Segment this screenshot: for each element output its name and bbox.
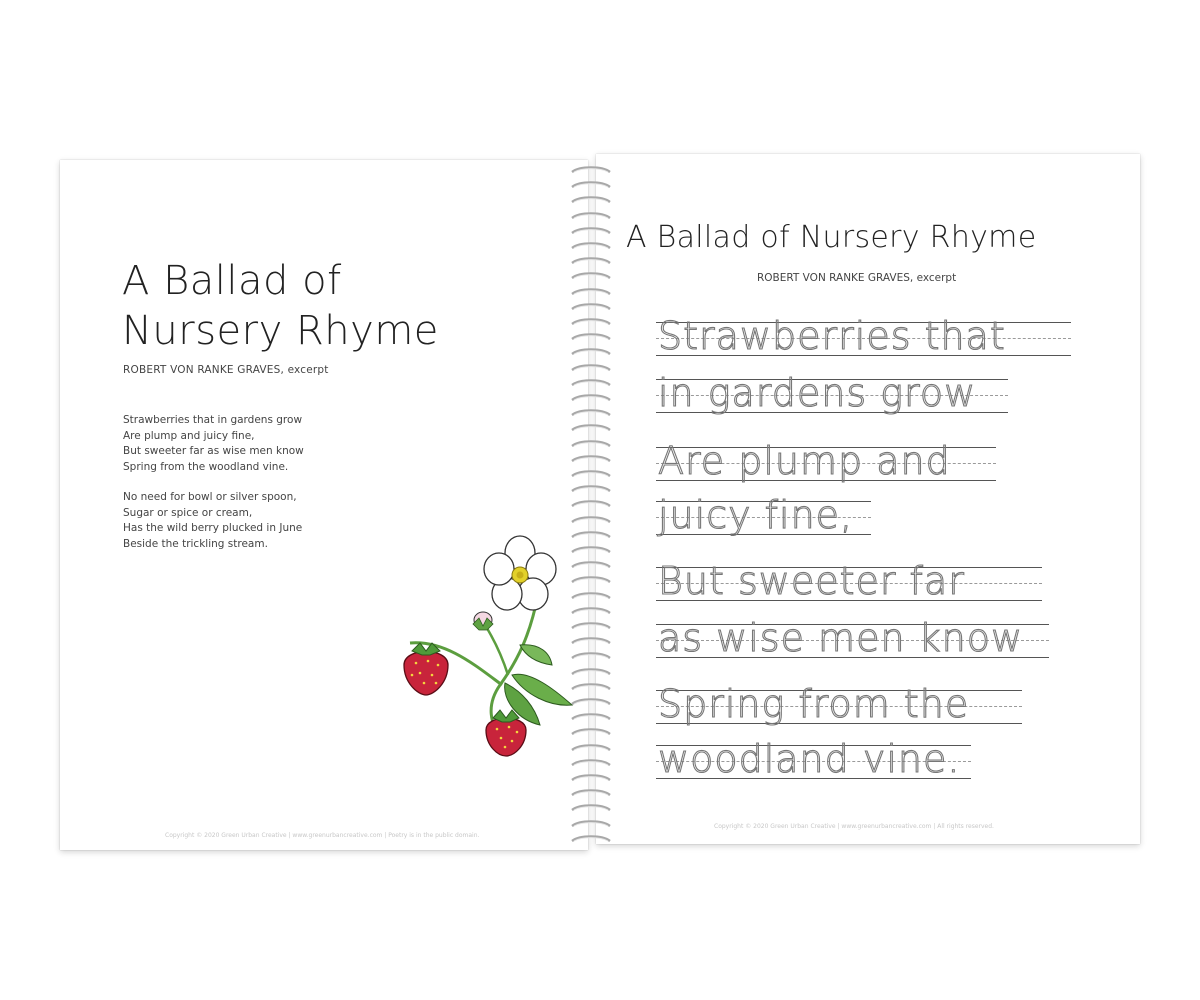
poem-line: Has the wild berry plucked in June xyxy=(123,522,303,534)
spiral-coil xyxy=(570,409,612,419)
poem-line: Spring from the woodland vine. xyxy=(123,460,289,473)
title-line-2: Nursery Rhyme xyxy=(122,308,439,354)
spiral-coil xyxy=(570,288,612,298)
spiral-coil xyxy=(570,789,612,799)
spiral-coil xyxy=(570,424,612,434)
trace-row xyxy=(656,439,996,497)
right-page-footer: Copyright © 2020 Green Urban Creative | www.greenurbancreative.com | All rights reserved. xyxy=(714,823,994,830)
stanza-1 xyxy=(123,413,304,475)
right-page-title: A Ballad of Nursery Rhyme xyxy=(626,220,1037,255)
spiral-coil xyxy=(570,181,612,191)
trace-row xyxy=(656,371,1008,429)
spiral-coil xyxy=(570,455,612,465)
spiral-coil xyxy=(570,379,612,389)
right-page-author: ROBERT VON RANKE GRAVES, excerpt xyxy=(757,272,957,284)
trace-text: as wise men know xyxy=(658,616,1024,660)
poem-text xyxy=(123,413,304,567)
spiral-coil xyxy=(570,318,612,328)
spiral-coil xyxy=(570,303,612,313)
spiral-coil xyxy=(570,212,612,222)
spiral-coil xyxy=(570,820,612,830)
trace-row xyxy=(656,493,871,551)
trace-text: Spring from the xyxy=(658,682,970,726)
trace-row xyxy=(656,314,1071,372)
trace-text: in gardens grow xyxy=(658,371,977,415)
trace-text: Are plump and xyxy=(658,439,951,483)
spiral-coil xyxy=(570,272,612,282)
trace-row xyxy=(656,559,1042,617)
poem-line: But sweeter far as wise men know xyxy=(123,445,304,457)
spiral-coil xyxy=(570,500,612,510)
spiral-coil xyxy=(570,485,612,495)
poem-line: No need for bowl or silver spoon, xyxy=(123,491,297,503)
trace-row xyxy=(656,616,1049,674)
trace-text: But sweeter far xyxy=(658,559,965,603)
title-line-1: A Ballad of xyxy=(122,258,342,304)
left-page-footer: Copyright © 2020 Green Urban Creative | www.greenurbancreative.com | Poetry is in the public domain. xyxy=(165,832,480,839)
spiral-coil xyxy=(570,804,612,814)
stanza-2 xyxy=(123,490,304,552)
spiral-coil xyxy=(570,227,612,237)
spiral-coil xyxy=(570,242,612,252)
right-page xyxy=(596,154,1140,844)
poem-line: Sugar or spice or cream, xyxy=(123,506,253,519)
left-page-author: ROBERT VON RANKE GRAVES, excerpt xyxy=(123,364,329,376)
spiral-coil xyxy=(570,166,612,176)
spiral-coil xyxy=(570,774,612,784)
trace-text: Strawberries that xyxy=(658,314,1006,358)
poem-line: Are plump and juicy fine, xyxy=(123,429,255,442)
spiral-coil xyxy=(570,257,612,267)
spiral-coil xyxy=(570,759,612,769)
spiral-coil xyxy=(570,470,612,480)
spiral-coil xyxy=(570,364,612,374)
spiral-coil xyxy=(570,835,612,845)
trace-row xyxy=(656,737,971,795)
trace-text: juicy fine, xyxy=(658,493,854,537)
spiral-coil xyxy=(570,196,612,206)
trace-text: woodland vine. xyxy=(658,737,961,781)
poem-line: Strawberries that in gardens grow xyxy=(123,414,303,426)
spiral-coil xyxy=(570,333,612,343)
spiral-coil xyxy=(570,394,612,404)
spiral-coil xyxy=(570,440,612,450)
left-page-title xyxy=(122,256,439,356)
spiral-coil xyxy=(570,348,612,358)
strawberry-plant-icon xyxy=(390,525,590,760)
trace-row xyxy=(656,682,1022,740)
poem-line: Beside the trickling stream. xyxy=(123,537,268,550)
